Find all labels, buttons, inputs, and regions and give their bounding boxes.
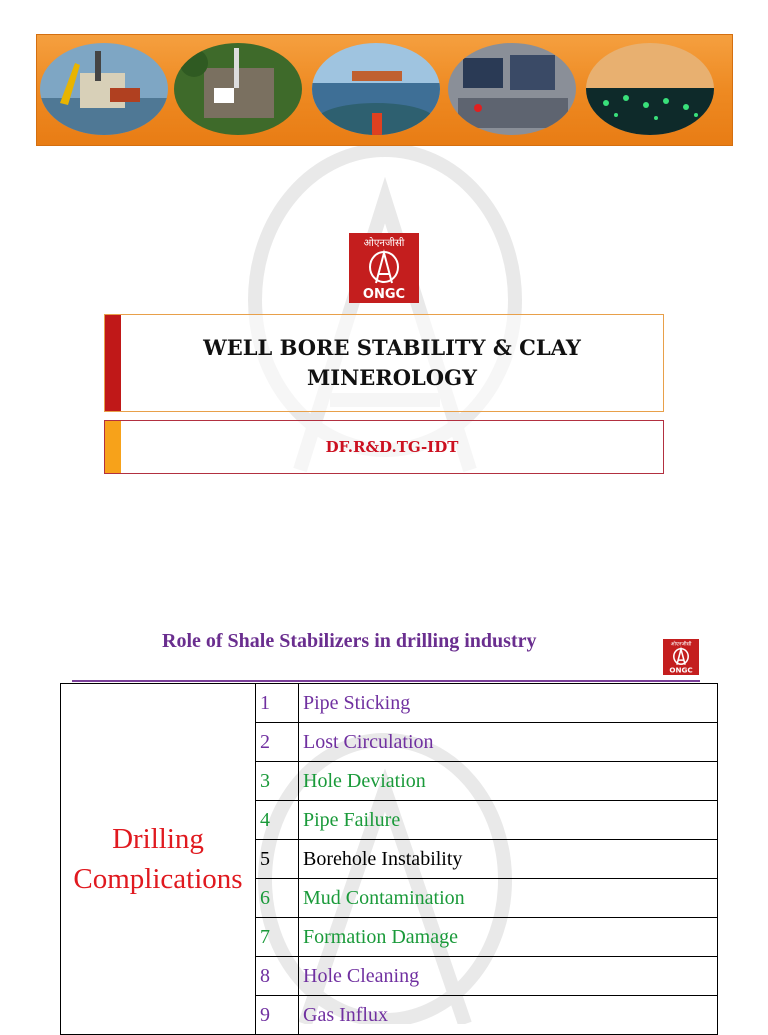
table-row bbox=[61, 684, 718, 723]
header-banner bbox=[36, 34, 733, 146]
row-number: 7 bbox=[256, 918, 299, 957]
row-number: 9 bbox=[256, 996, 299, 1035]
row-label: Hole Cleaning bbox=[299, 957, 718, 996]
row-number: 5 bbox=[256, 840, 299, 879]
row-label: Borehole Instability bbox=[299, 840, 718, 879]
category-line-2: Complications bbox=[73, 863, 243, 895]
subtitle-accent-bar bbox=[105, 421, 121, 473]
svg-text:ONGC: ONGC bbox=[362, 287, 406, 302]
title-accent-bar bbox=[105, 315, 121, 411]
slide2-title: Role of Shale Stabilizers in drilling industry bbox=[162, 630, 537, 652]
svg-text:ओएनजीसी: ओएनजीसी bbox=[363, 238, 405, 249]
drillship-deck-photo bbox=[312, 43, 440, 135]
row-label: Formation Damage bbox=[299, 918, 718, 957]
subtitle-box bbox=[104, 420, 664, 474]
row-number: 3 bbox=[256, 762, 299, 801]
ongc-logo-small bbox=[663, 639, 699, 675]
row-label: Mud Contamination bbox=[299, 879, 718, 918]
onshore-rig-photo bbox=[174, 43, 302, 135]
slide-title: WELL BORE STABILITY & CLAY MINEROLOGY bbox=[203, 335, 581, 390]
refinery-night-photo bbox=[586, 43, 714, 135]
row-number: 1 bbox=[256, 684, 299, 723]
title-underline bbox=[72, 680, 700, 682]
row-number: 6 bbox=[256, 879, 299, 918]
row-label: Pipe Failure bbox=[299, 801, 718, 840]
category-line-1: Drilling bbox=[112, 823, 204, 855]
row-number: 8 bbox=[256, 957, 299, 996]
row-label: Lost Circulation bbox=[299, 723, 718, 762]
svg-text:ओएनजीसी: ओएनजीसी bbox=[670, 641, 692, 648]
ongc-logo bbox=[349, 233, 419, 303]
row-label: Gas Influx bbox=[299, 996, 718, 1035]
row-number: 4 bbox=[256, 801, 299, 840]
complications-table bbox=[60, 683, 718, 1035]
row-label: Pipe Sticking bbox=[299, 684, 718, 723]
control-room-photo bbox=[448, 43, 576, 135]
svg-text:ONGC: ONGC bbox=[669, 665, 693, 675]
row-number: 2 bbox=[256, 723, 299, 762]
title-box bbox=[104, 314, 664, 412]
slide-subtitle: DF.R&D.TG-IDT bbox=[325, 438, 459, 456]
offshore-platform-photo bbox=[40, 43, 168, 135]
row-label: Hole Deviation bbox=[299, 762, 718, 801]
category-cell bbox=[61, 684, 256, 1035]
